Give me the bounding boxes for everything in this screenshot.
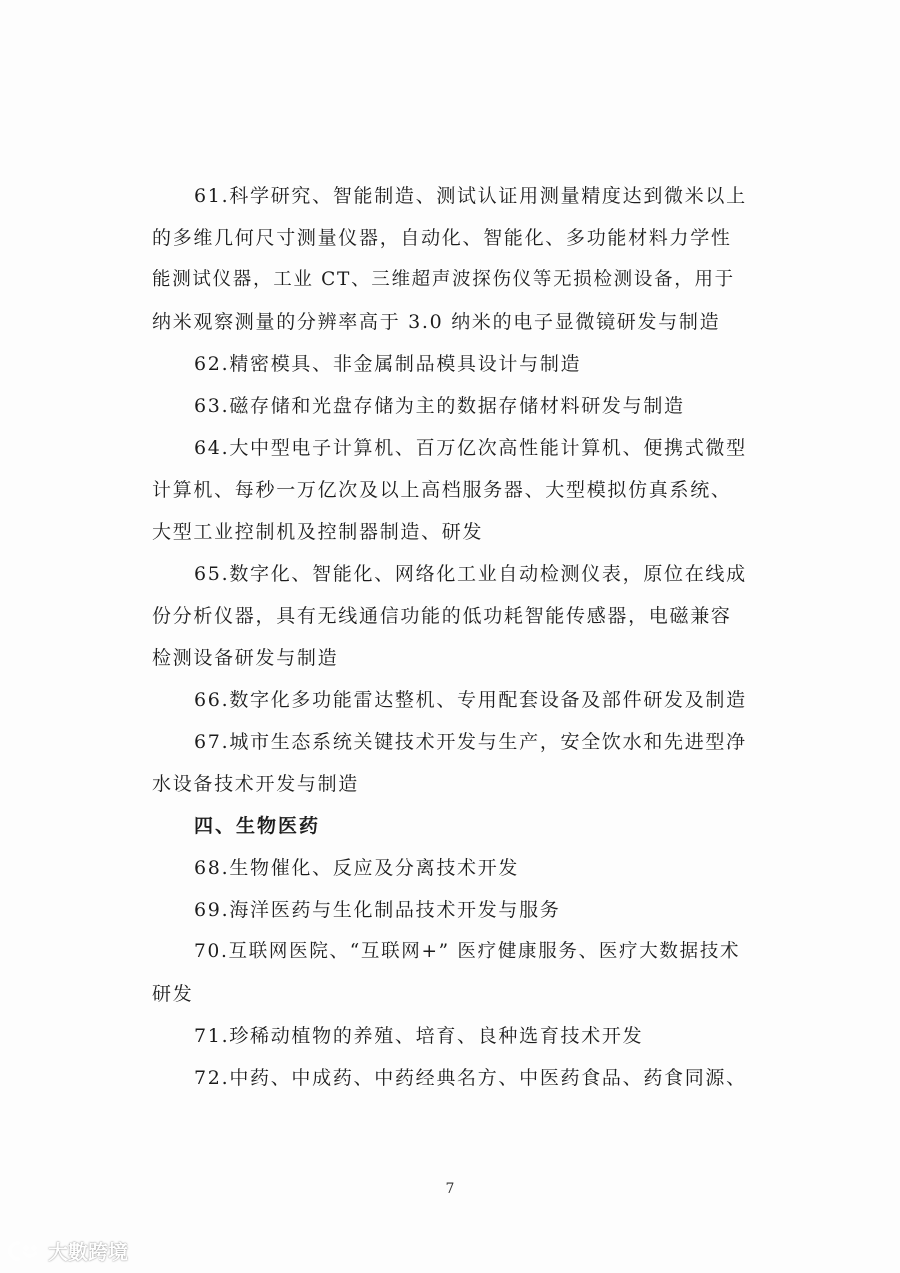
text-line: 62.精密模具、非金属制品模具设计与制造	[194, 353, 582, 375]
text-line: 66.数字化多功能雷达整机、专用配套设备及部件研发及制造	[194, 689, 747, 711]
section-heading: 四、生物医药	[194, 815, 321, 837]
text-line: 计算机、每秒一万亿次及以上高档服务器、大型模拟仿真系统、	[152, 479, 732, 501]
text-line: 69.海洋医药与生化制品技术开发与服务	[194, 899, 561, 921]
watermark-text: 大數跨境	[48, 1240, 128, 1264]
text-line: 68.生物催化、反应及分离技术开发	[194, 857, 520, 879]
watermark	[8, 1236, 128, 1265]
text-line: 65.数字化、智能化、网络化工业自动检测仪表，原位在线成	[194, 563, 747, 585]
text-line: 的多维几何尺寸测量仪器，自动化、智能化、多功能材料力学性	[152, 227, 732, 249]
text-line: 检测设备研发与制造	[152, 647, 339, 669]
text-line: 71.珍稀动植物的养殖、培育、良种选育技术开发	[194, 1025, 644, 1047]
text-line: 纳米观察测量的分辨率高于 3.0 纳米的电子显微镜研发与制造	[152, 311, 721, 333]
text-line: 70.互联网医院、“互联网+” 医疗健康服务、医疗大数据技术	[194, 941, 741, 962]
text-line: 67.城市生态系统关键技术开发与生产，安全饮水和先进型净	[194, 731, 747, 753]
text-line: 大型工业控制机及控制器制造、研发	[152, 521, 484, 543]
document-body	[152, 175, 748, 1099]
text-line: 能测试仪器，工业 CT、三维超声波探伤仪等无损检测设备，用于	[152, 269, 735, 290]
text-line: 64.大中型电子计算机、百万亿次高性能计算机、便携式微型	[194, 437, 747, 459]
text-line: 份分析仪器，具有无线通信功能的低功耗智能传感器，电磁兼容	[152, 605, 732, 627]
text-line: 研发	[152, 983, 194, 1005]
logo-mark-icon	[8, 1240, 42, 1262]
text-line: 水设备技术开发与制造	[152, 773, 360, 795]
text-line: 61.科学研究、智能制造、测试认证用测量精度达到微米以上	[194, 185, 747, 207]
text-line: 63.磁存储和光盘存储为主的数据存储材料研发与制造	[194, 395, 685, 417]
text-line: 72.中药、中成药、中药经典名方、中医药食品、药食同源、	[194, 1067, 747, 1089]
page-number: 7	[445, 1181, 455, 1197]
